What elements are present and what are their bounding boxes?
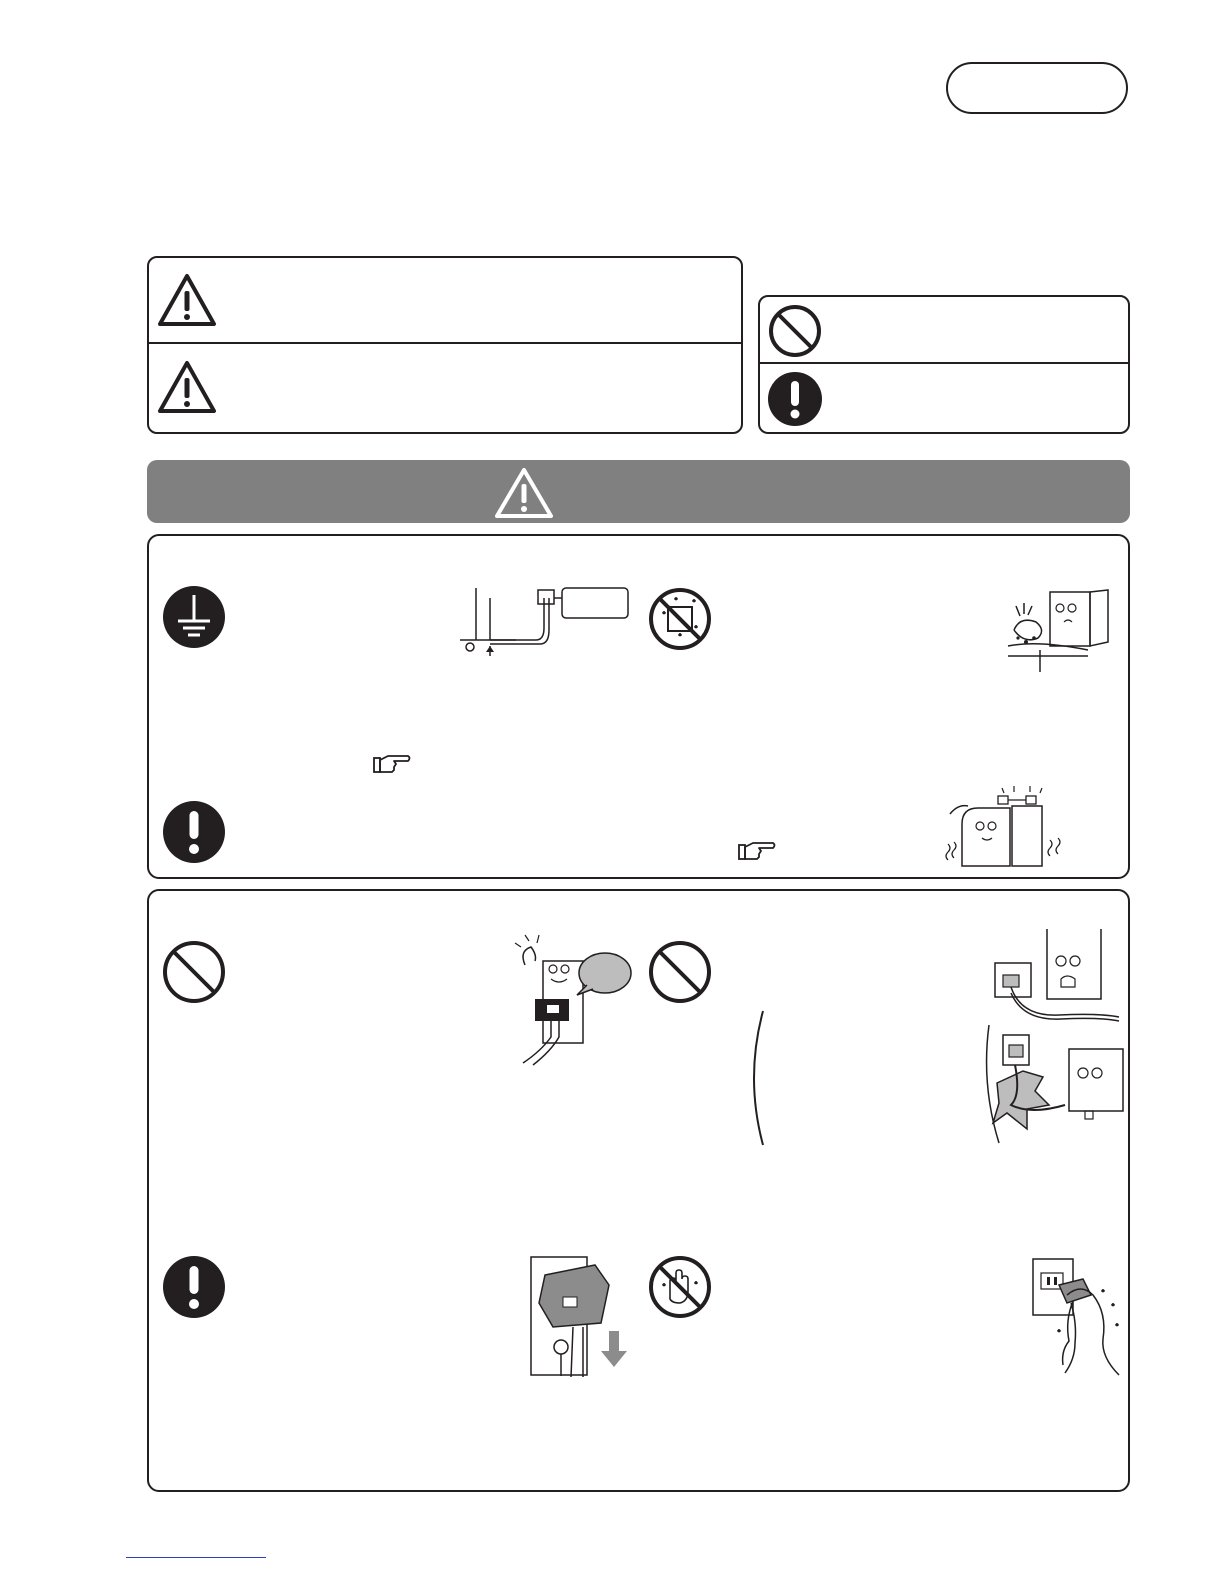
warning-triangle-icon [156,359,218,415]
character-outlet-illustration [507,933,633,1067]
damaged-cord-illustration [983,923,1127,1147]
mandatory-exclamation-icon [162,800,226,864]
unplug-outlet-illustration [525,1251,633,1379]
no-wet-hands-icon [648,1255,712,1319]
water-splash-character-illustration [1004,586,1120,690]
earth-wire-illustration [456,584,632,656]
wet-hand-plug-illustration [1027,1255,1127,1379]
page-number-tab [946,62,1128,114]
warning-triangle-icon [156,272,218,328]
warning-triangle-icon [493,466,555,520]
prohibited-circle-icon [767,303,823,359]
character-plug-check-illustration [942,784,1066,868]
warning-panel-1 [147,534,1130,879]
symbol-divider [760,362,1128,364]
mandatory-exclamation-icon [162,1255,226,1319]
left-bracket-divider [749,1009,769,1147]
symbol-legend-box [758,295,1130,434]
footer-link-underline[interactable] [126,1557,266,1558]
warning-panel-2 [147,889,1130,1492]
legend-divider [149,342,741,344]
hazard-legend-box [147,256,743,434]
prohibited-circle-icon [648,940,712,1004]
warning-banner [147,460,1130,523]
ground-icon [162,585,226,649]
mandatory-exclamation-icon [767,371,823,427]
prohibited-circle-icon [162,940,226,1004]
no-water-splash-icon [648,587,712,651]
pointing-hand-icon [372,751,412,777]
pointing-hand-icon [737,838,777,864]
